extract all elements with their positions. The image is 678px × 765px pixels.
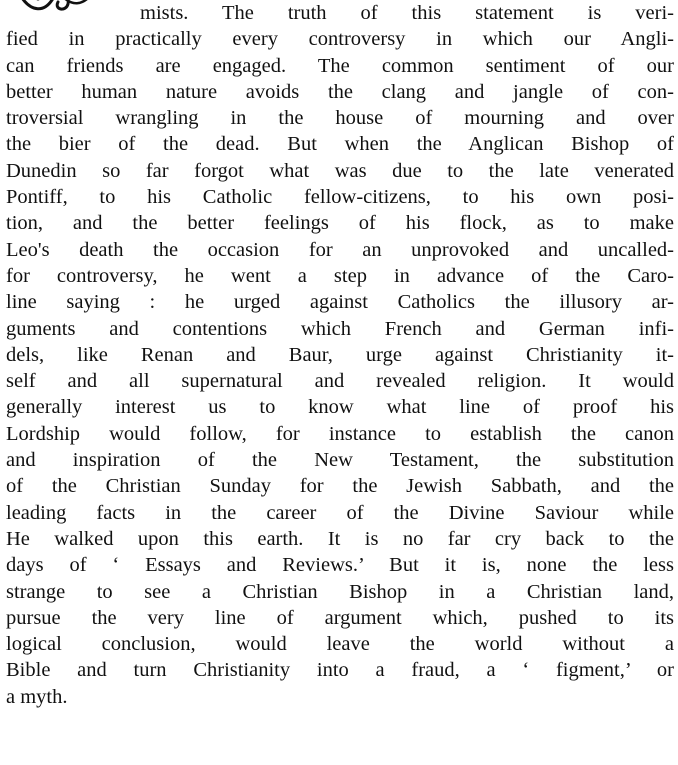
text-line: guments and contentions which French and German infi- [6,317,674,340]
text-line: for controversy, he went a step in advance of the Caro- [6,264,674,287]
text-line: strange to see a Christian Bishop in a Christian land, [6,580,674,603]
text-line: generally interest us to know what line of proof his [6,396,674,419]
text-line: can friends are engaged. The common sentiment of our [6,54,674,77]
text-line: troversial wrangling in the house of mourning and over [6,107,674,130]
text-line: self and all supernatural and revealed religion. It would [6,370,674,393]
text-line: days of ‘ Essays and Reviews.’ But it is, none the less [6,554,674,577]
text-line: mists. The truth of this statement is veri- [140,2,674,24]
text-line: leading facts in the career of the Divine Saviour while [6,501,674,524]
text-line: Leo's death the occasion for an unprovoked and uncalled- [6,238,674,261]
text-line: dels, like Renan and Baur, urge against Christianity it- [6,343,674,366]
text-line: of the Christian Sunday for the Jewish Sabbath, and the [6,475,674,498]
text-line: Lordship would follow, for instance to establish the canon [6,422,674,445]
text-line: and inspiration of the New Testament, the substitution [6,449,674,472]
text-line: a myth. [6,685,68,708]
text-line: Bible and turn Christianity into a fraud, a ‘ figment,’ or [6,659,674,682]
text-line: better human nature avoids the clang and jangle of con- [6,80,674,103]
article-text [6,0,674,710]
text-line: fied in practically every controversy in which our Angli- [6,28,674,51]
text-line: Dunedin so far forgot what was due to the late venerated [6,159,674,182]
text-line: the bier of the dead. But when the Anglican Bishop of [6,133,674,156]
text-line: logical conclusion, would leave the world without a [6,633,674,656]
text-line: pursue the very line of argument which, pushed to its [6,606,674,629]
text-line: He walked upon this earth. It is no far cry back to the [6,527,674,550]
text-line: Pontiff, to his Catholic fellow-citizens, to his own posi- [6,186,674,209]
text-line: line saying : he urged against Catholics the illusory ar- [6,291,674,314]
text-line: tion, and the better feelings of his flock, as to make [6,212,674,235]
